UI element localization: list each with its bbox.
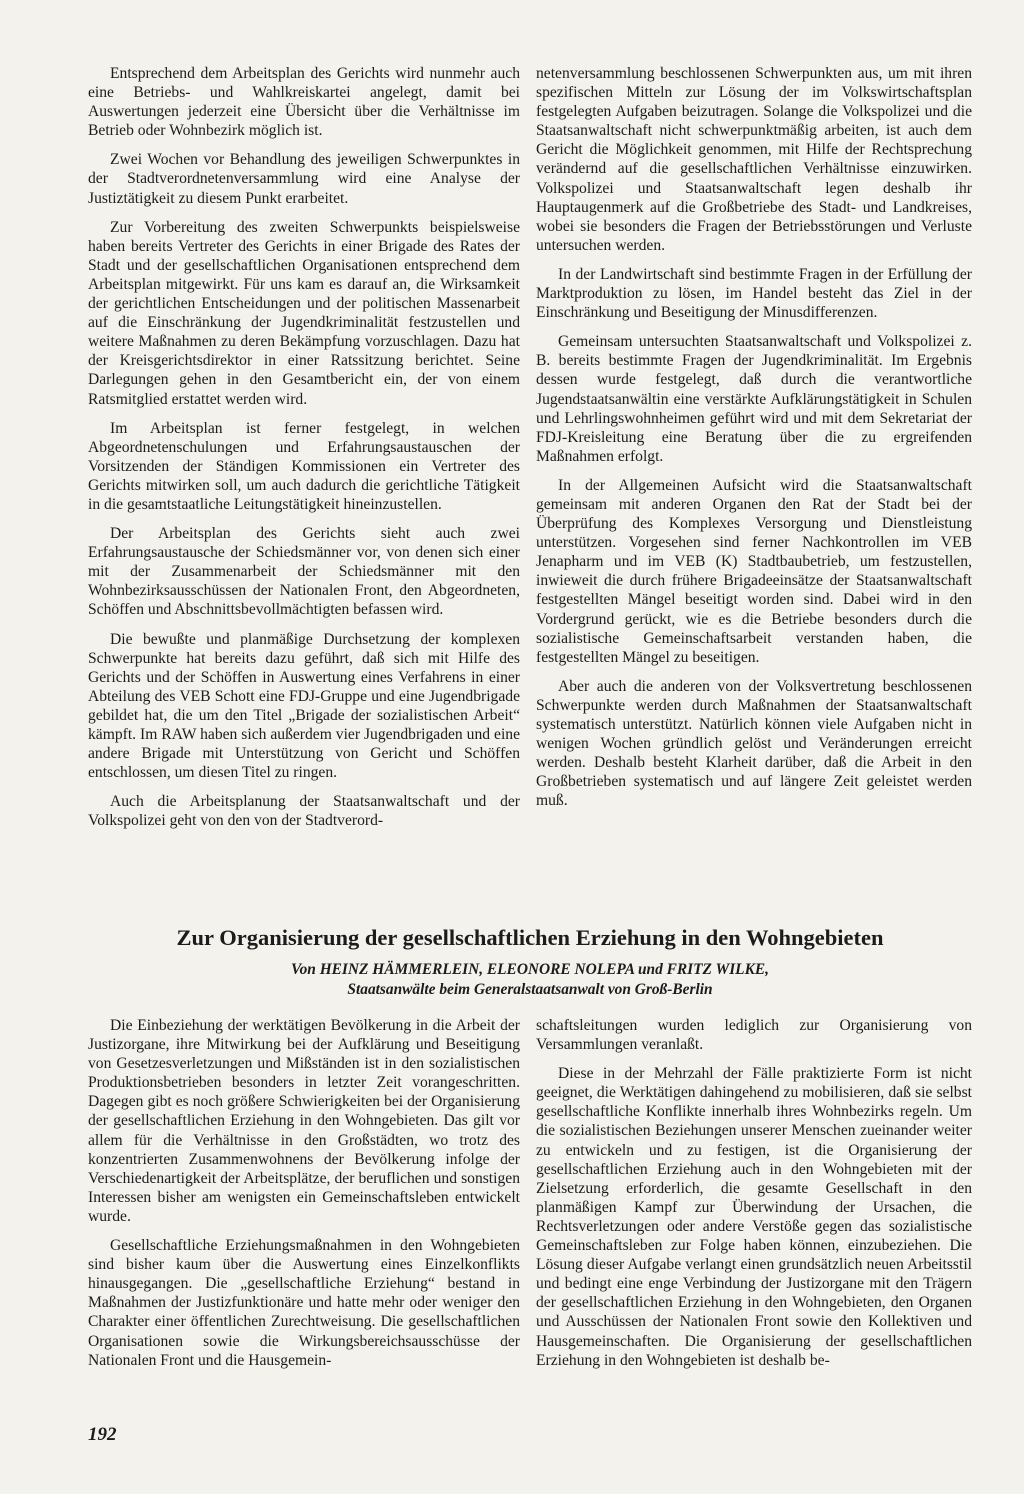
paragraph: Die bewußte und planmäßige Durchsetzung der komplexen Schwerpunkte hat bereits dazu geführt, daß sich mit Hilfe des Gerichts und der Schöffen in Auswertung eines Verfahrens in einer Abteilung des VEB Schott eine FDJ-Gruppe und eine Jugendbrigade gebildet hat, die um den Titel „Brigade der sozialistischen Arbeit“ kämpft. Im RAW haben sich außerdem vier Jugendbrigaden und eine andere Brigade mit Unterstützung von Gericht und Schöffen entschlossen, um diesen Titel zu ringen. <box>88 630 520 782</box>
paragraph: Auch die Arbeitsplanung der Staatsanwaltschaft und der Volkspolizei geht von den von der Stadtverord- <box>88 793 520 830</box>
paragraph: In der Landwirtschaft sind bestimmte Fragen in der Erfüllung der Marktproduktion zu lösen, im Handel besteht das Ziel in der Einschränkung und Beseitigung der Minusdifferenzen. <box>536 265 972 322</box>
paragraph: netenversammlung beschlossenen Schwerpunkten aus, um mit ihren spezifischen Mitteln zur Lösung der im Volkswirtschaftsplan festgelegten Aufgaben beizutragen. Solange die Volkspolizei und die Staatsanwaltschaft nicht schwerpunktmäßig arbeiten, ist auch dem Gericht die Möglichkeit genommen, mit Hilfe der Rechtsprechung verändernd auf die gesellschaftlichen Verhältnisse einzuwirken. Volkspolizei und Staatsanwaltschaft legen deshalb ihr Hauptaugenmerk auf die Großbetriebe des Stadt- und Landkreises, wobei sie besonders die Fragen der Betriebsstörungen und Verluste untersuchen werden. <box>536 65 972 254</box>
column-top-left <box>88 64 520 840</box>
column-bottom-right <box>536 1016 972 1380</box>
paragraph: schaftsleitungen wurden lediglich zur Organisierung von Versammlungen veranlaßt. <box>536 1017 972 1054</box>
article-byline-affiliation: Staatsanwälte beim Generalstaatsanwalt von Groß-Berlin <box>347 981 713 998</box>
paragraph: Zur Vorbereitung des zweiten Schwerpunkts beispielsweise haben bereits Vertreter des Gerichts in einer Brigade des Rates der Stadt und der gesellschaftlichen Organisationen entsprechend dem Arbeitsplan mitgewirkt. Für uns kam es darauf an, die Wirksamkeit der gerichtlichen Entscheidungen und der politischen Massenarbeit auf die Einschränkung der Jugendkriminalität festzustellen und weitere Maßnahmen zu deren Bekämpfung vorzuschlagen. Dazu hat der Kreisgerichtsdirektor in einer Ratssitzung berichtet. Seine Darlegungen gehen in den Gesamtbericht ein, der von einem Ratsmitglied erstattet werden wird. <box>88 218 520 408</box>
paragraph: Diese in der Mehrzahl der Fälle praktizierte Form ist nicht geeignet, die Werktätigen dahingehend zu mobilisieren, daß sie selbst gesellschaftliche Konflikte innerhalb ihres Wohnbezirks regeln. Um die sozialistischen Beziehungen unserer Menschen zueinander weiter zu entwickeln und zu festigen, ist die Organisierung der gesellschaftlichen Erziehung auch in den Wohngebieten mit der Zielsetzung erforderlich, die gesamte Gesellschaft in den planmäßigen Kampf zur Überwindung der Ursachen, die Rechtsverletzungen oder andere Verstöße gegen das sozialistische Gemeinschaftsleben zur Folge haben können, einzubeziehen. Die Lösung dieser Aufgabe verlangt einen grundsätzlich neuen Arbeitsstil und bedingt eine enge Verbindung der Justizorgane mit den Trägern der gesellschaftlichen Erziehung in den Wohngebieten, den Organen und Ausschüssen der Nationalen Front sowie den Kollektiven und Hausgemeinschaften. Die Organisierung der gesellschaftlichen Erziehung in den Wohngebieten ist deshalb be- <box>536 1065 972 1369</box>
paragraph: Gemeinsam untersuchten Staatsanwaltschaft und Volkspolizei z. B. bereits bestimmte Fragen der Jugendkriminalität. Im Ergebnis dessen wurde festgelegt, daß durch die verantwortliche Jugendstaatsanwältin eine verstärkte Aufklärungstätigkeit in Schulen und Lehrlingswohnheimen geführt wird und mit dem Sekretariat der FDJ-Kreisleitung eine Beratung über die zu ergreifenden Maßnahmen erfolgt. <box>536 333 972 465</box>
paragraph: Zwei Wochen vor Behandlung des jeweiligen Schwerpunktes in der Stadtverordnetenversammlung wird eine Analyse der Justiztätigkeit zu diesem Punkt erarbeitet. <box>88 151 520 207</box>
paragraph: In der Allgemeinen Aufsicht wird die Staatsanwaltschaft gemeinsam mit anderen Organen den Rat der Stadt bei der Überprüfung des Komplexes Versorgung und Dienstleistung unterstützen. Vorgesehen sind ferner Nachkontrollen im VEB Jenapharm und im VEB (K) Stadtbaubetrieb, um festzustellen, inwieweit die durch frühere Brigadeeinsätze der Staatsanwaltschaft festgestellten Mängel beseitigt worden sind. Dabei wird in den Vordergrund gerückt, wie es die Betriebe besonders durch die sozialistische Gemeinschaftsarbeit verstanden haben, die festgestellten Mängel zu beseitigen. <box>536 476 972 666</box>
column-top-right <box>536 64 972 820</box>
paragraph: Die Einbeziehung der werktätigen Bevölkerung in die Arbeit der Justizorgane, ihre Mitwirkung bei der Aufklärung und Beseitigung von Gesetzesverletzungen und Mißständen ist in den sozialistischen Produktionsbetrieben besonders in letzter Zeit vorangeschritten. Dagegen gibt es noch größere Schwierigkeiten bei der Organisierung der gesellschaftlichen Erziehung in den Wohngebieten. Das gilt vor allem für die Verhältnisse in den Großstädten, wo trotz des konzentrierten Zusammenwohnens der Bevölkerung infolge der Verschiedenartigkeit der Arbeitsplätze, der beruflichen und sonstigen Interessen bisher am wenigsten ein Gemeinschaftsleben entwickelt wurde. <box>88 1017 520 1225</box>
column-bottom-left <box>88 1016 520 1380</box>
page-number: 192 <box>88 1424 117 1445</box>
paragraph: Aber auch die anderen von der Volksvertretung beschlossenen Schwerpunkte werden durch Maßnahmen der Staatsanwaltschaft systematisch unterstützt. Natürlich können viele Aufgaben nicht in wenigen Wochen gründlich gelöst und Veränderungen erreicht werden. Deshalb besteht Klarheit darüber, daß die Arbeit in den Großbetrieben systematisch und auf längere Zeit geleistet werden muß. <box>536 677 972 810</box>
article-byline-authors: Von HEINZ HÄMMERLEIN, ELEONORE NOLEPA und FRITZ WILKE, <box>291 961 769 978</box>
paragraph: Gesellschaftliche Erziehungsmaßnahmen in den Wohngebieten sind bisher kaum über die Auswertung eines Einzelkonflikts hinausgegangen. Die „gesellschaftliche Erziehung“ bestand in Maßnahmen der Justizfunktionäre und hatte mehr oder weniger den Charakter einer öffentlichen Zurechtweisung. Die gesellschaftlichen Organisationen sowie die Wirkungsbereichsausschüsse der Nationalen Front und die Hausgemein- <box>88 1237 520 1369</box>
article-headline: Zur Organisierung der gesellschaftlichen Erziehung in den Wohngebieten <box>176 925 884 950</box>
paragraph: Entsprechend dem Arbeitsplan des Gerichts wird nunmehr auch eine Betriebs- und Wahlkreiskartei angelegt, damit bei Auswertungen jederzeit eine Übersicht über die Verhältnisse im Betrieb oder Wohnbezirk möglich ist. <box>88 65 520 140</box>
paragraph: Der Arbeitsplan des Gerichts sieht auch zwei Erfahrungsaustausche der Schiedsmänner vor, von denen sich einer mit der Zusammenarbeit der Schiedsmänner mit den Wohnbezirksausschüssen der Nationalen Front, den Abgeordneten, Schöffen und Abschnittsbevollmächtigten befassen wird. <box>88 525 520 619</box>
paragraph: Im Arbeitsplan ist ferner festgelegt, in welchen Abgeordnetenschulungen und Erfahrungsaustauschen der Vorsitzenden der Ständigen Kommissionen ein Vertreter des Gerichts mitwirken soll, um auch dadurch die gerichtliche Tätigkeit in die gesamtstaatliche Leitungstätigkeit hineinzustellen. <box>88 419 520 513</box>
